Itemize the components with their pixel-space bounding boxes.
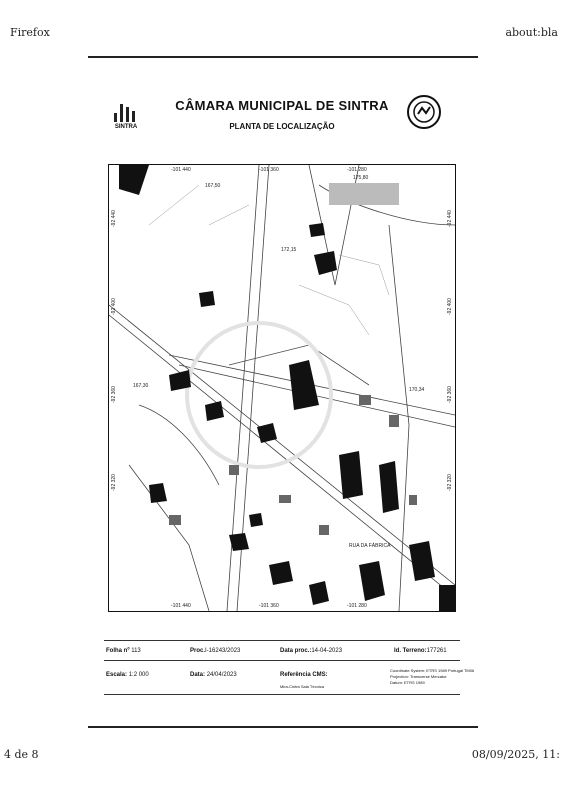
data-proc-label: Data proc.:	[280, 648, 312, 654]
print-datetime: 08/09/2025, 11:	[471, 748, 560, 761]
small-note: Mira-Cintra Sala Técnica	[280, 684, 324, 689]
coord-top-3: -101 280	[347, 167, 367, 173]
spot-height-1: 167,50	[205, 183, 221, 189]
footer-mid-rule	[104, 660, 460, 661]
coord-right-4: -92 320	[447, 474, 453, 491]
footer-top-rule	[104, 640, 460, 641]
logo-text: SINTRA	[114, 124, 138, 130]
certification-seal-icon	[406, 94, 442, 130]
terreno-label: Id. Terreno:	[394, 648, 427, 654]
referencia-label: Referência CMS:	[280, 672, 328, 678]
folha-field	[106, 648, 141, 654]
street-label: RUA DA FÁBRICA	[349, 543, 391, 549]
coord-bottom-3: -101 280	[347, 603, 367, 609]
coord-top-1: -101 440	[171, 167, 191, 173]
coord-left-4: -92 320	[111, 474, 117, 491]
referencia-field	[280, 672, 328, 678]
escala-value: 1:2 000	[128, 672, 149, 678]
spot-height-4: 170,34	[409, 387, 425, 393]
browser-app-name: Firefox	[10, 26, 50, 39]
print-page-number: 4 de 8	[4, 748, 39, 761]
coord-right-3: -92 360	[447, 386, 453, 403]
folha-value: 113	[131, 648, 141, 654]
terreno-value: 177261	[426, 648, 447, 654]
document-subtitle: PLANTA DE LOCALIZAÇÃO	[229, 122, 335, 131]
spot-height-3: 167,30	[133, 383, 149, 389]
proc-field	[190, 648, 240, 654]
scanned-document	[94, 84, 475, 722]
document-title: CÂMARA MUNICIPAL DE SINTRA	[175, 98, 389, 113]
coord-left-3: -92 360	[111, 386, 117, 403]
location-map	[108, 164, 456, 612]
footer-bottom-rule	[104, 694, 460, 695]
coord-right-1: -92 440	[447, 210, 453, 227]
proc-label: Proc.	[190, 648, 206, 654]
escala-field	[106, 672, 149, 678]
sheet-bottom-edge	[88, 726, 478, 728]
coord-left-1: -92 440	[111, 210, 117, 227]
coord-bottom-2: -101 360	[259, 603, 279, 609]
coord-bottom-1: -101 440	[171, 603, 191, 609]
proc-value: I-16243/2023	[205, 648, 241, 654]
sheet-top-edge	[88, 56, 478, 58]
coord-top-2: -101 360	[259, 167, 279, 173]
folha-label: Folha nº	[106, 648, 130, 654]
data-field	[190, 672, 237, 678]
map-drawing	[109, 165, 455, 611]
browser-url: about:bla	[505, 26, 558, 39]
coord-line-1: Coordinate System: ETRS 1989 Portugal TM06	[390, 668, 475, 673]
data-proc-field	[280, 648, 342, 654]
spot-height-2: 172,15	[281, 247, 297, 253]
coord-line-3: Datum: ETRS 1989	[390, 680, 425, 685]
data-label: Data:	[190, 672, 206, 678]
escala-label: Escala:	[106, 672, 128, 678]
coord-left-2: -92 400	[111, 298, 117, 315]
spot-height-5: 175,80	[353, 175, 369, 181]
coord-right-2: -92 400	[447, 298, 453, 315]
coord-line-2: Projection: Transverse Mercator	[390, 674, 447, 679]
data-value: 24/04/2023	[206, 672, 237, 678]
data-proc-value: 14-04-2023	[311, 648, 343, 654]
terreno-field	[394, 648, 447, 654]
